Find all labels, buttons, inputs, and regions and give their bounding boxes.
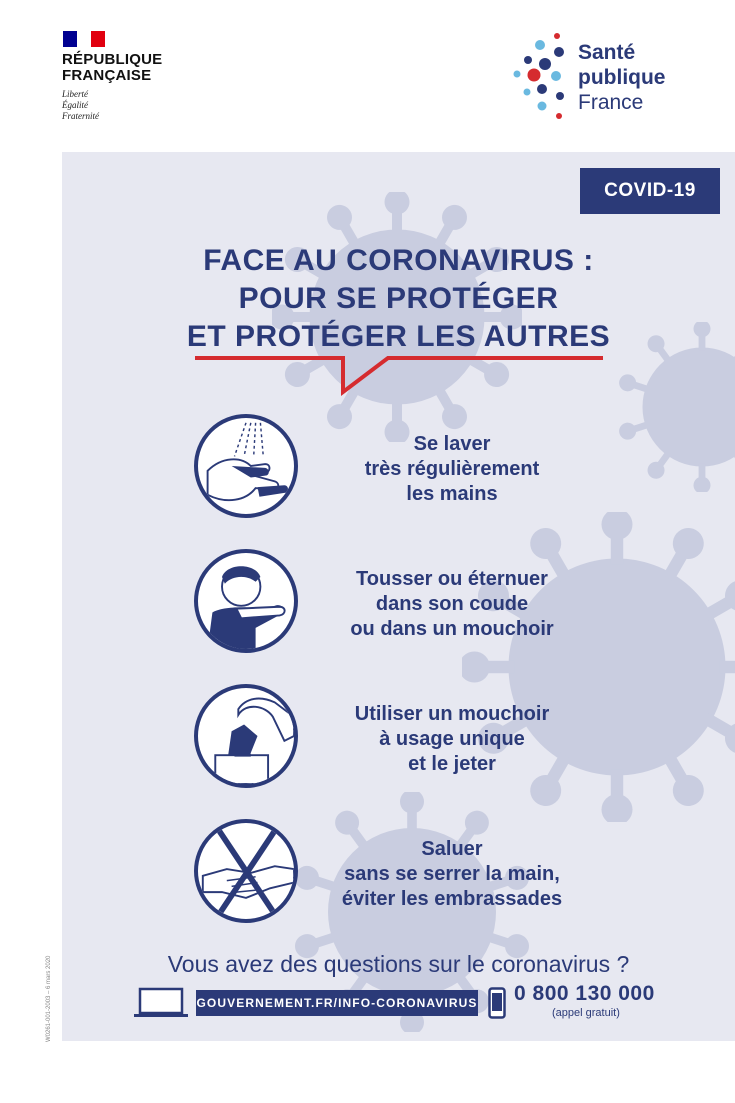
item2-line2: dans son coude	[375, 593, 529, 615]
title-line3: ET PROTÉGER LES AUTRES	[186, 320, 611, 353]
title-line2: POUR SE PROTÉGER	[238, 282, 559, 315]
item-cough-elbow	[302, 567, 602, 642]
sante-publique-dots-logo	[512, 30, 582, 125]
speech-bubble-underline	[193, 352, 605, 402]
motto-liberte: Liberté	[62, 89, 88, 99]
republic-name	[62, 52, 202, 84]
republic-name-line2: FRANÇAISE	[62, 67, 152, 84]
item3-line3: et le jeter	[408, 753, 496, 775]
agency-line2: publique	[578, 66, 666, 89]
item-no-handshake	[302, 837, 602, 912]
motto-egalite: Égalité	[62, 100, 88, 110]
item4-line3: éviter les embrassades	[341, 888, 563, 910]
item3-line2: à usage unique	[379, 728, 525, 750]
item1-line1: Se laver	[413, 433, 491, 455]
document-reference-code: W0261-001-2003 – 6 mars 2020	[46, 955, 52, 1042]
item2-line3: ou dans un mouchoir	[350, 618, 554, 640]
phone-note: (appel gratuit)	[552, 1007, 620, 1019]
item-tissue	[302, 702, 602, 777]
no-handshake-icon	[194, 819, 298, 923]
hand-washing-icon	[194, 414, 298, 518]
covid-badge: COVID-19	[580, 168, 720, 214]
agency-name	[578, 40, 666, 115]
phone-number[interactable]: 0 800 130 000	[514, 982, 655, 1005]
question-text: Vous avez des questions sur le coronavirus ?	[167, 951, 630, 977]
tissue-icon	[194, 684, 298, 788]
agency-line3: France	[578, 91, 644, 114]
item2-line1: Tousser ou éternuer	[356, 568, 548, 590]
item4-line1: Saluer	[421, 838, 483, 860]
title-line1: FACE AU CORONAVIRUS :	[203, 244, 594, 277]
marianne-flag-logo	[63, 31, 105, 47]
phone-icon	[488, 987, 506, 1019]
republic-motto	[62, 89, 99, 122]
item3-line1: Utiliser un mouchoir	[354, 703, 550, 725]
republic-name-line1: RÉPUBLIQUE	[62, 51, 163, 68]
item4-line2: sans se serrer la main,	[344, 863, 560, 885]
item-wash-hands	[302, 432, 602, 507]
poster-title	[62, 242, 735, 356]
agency-line1: Santé	[578, 41, 636, 64]
item1-line3: les mains	[406, 483, 498, 505]
info-url-link[interactable]: GOUVERNEMENT.FR/INFO-CORONAVIRUS	[196, 990, 478, 1016]
item1-line2: très régulièrement	[364, 458, 540, 480]
cough-elbow-icon	[194, 549, 298, 653]
poster-panel	[62, 152, 735, 1041]
laptop-icon	[132, 987, 190, 1019]
motto-fraternite: Fraternité	[62, 111, 99, 121]
